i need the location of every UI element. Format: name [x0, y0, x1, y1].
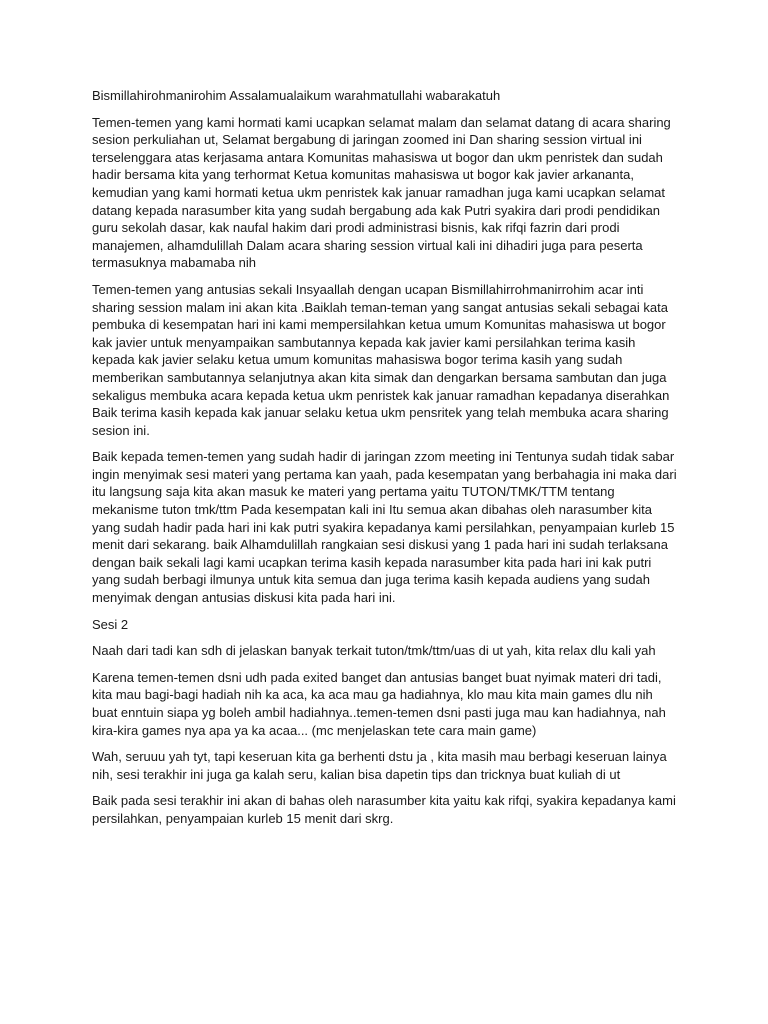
session-one-paragraph: Baik kepada temen-temen yang sudah hadir di jaringan zzom meeting ini Tentunya sudah tidak sabar ingin menyimak sesi materi yang pertama kan yaah, pada kesempatan yang berbahagia ini maka dari itu langsung saja kita akan masuk ke materi yang pertama yaitu TUTON/TMK/TTM tentang mekanisme tuton tmk/ttm Pada kesempatan kali ini Itu semua akan dibahas oleh narasumber kita yang sudah hadir pada hari ini kak putri syakira kepadanya kami persilahkan, penyampaian kurleb 15 menit dari sekarang. baik Alhamdulillah rangkaian sesi diskusi yang 1 pada hari ini sudah terlaksana dengan baik sekali lagi kami ucapkan terima kasih kepada narasumber kita pada hari ini kak putri yang sudah berbagi ilmunya untuk kita semua dan juga terima kasih kepada audiens yang sudah menyimak dengan antusias diskusi kita pada hari ini. [92, 449, 677, 606]
greeting-paragraph: Bismillahirohmanirohim Assalamualaikum warahmatullahi wabarakatuh [92, 88, 501, 103]
session-heading: Sesi 2 [92, 616, 129, 632]
opening-paragraph: Temen-temen yang kami hormati kami ucapkan selamat malam dan selamat datang di acara sharing sesion perkuliahan ut, Selamat bergabung di jaringan zoomed ini Dan sharing session virtual ini terselenggara atas kerjasama antara Komunitas mahasiswa ut bogor dan ukm penristek dan sudah hadir bersama kita yang terhormat Ketua komunitas mahasiswa ut bogor kak javier arkananta, kemudian yang kami hormati ketua ukm penristek kak januar ramadhan juga kami ucapkan selamat datang kepada narasumber kita yang sudah bergabung ada kak Putri syakira dari prodi pendidikan guru sekolah dasar, kak naufal hakim dari prodi administrasi bisnis, kak rifqi fazrin dari prodi manajemen, alhamdulillah Dalam acara sharing session virtual kali ini dihadiri juga para peserta termasuknya mabamaba nih [92, 114, 671, 271]
session-two-intro-paragraph: Naah dari tadi kan sdh di jelaskan banyak terkait tuton/tmk/ttm/uas di ut yah, kita relax dlu kali yah [92, 643, 656, 659]
welcome-speech-paragraph: Temen-temen yang antusias sekali Insyaallah dengan ucapan Bismillahirrohmanirrohim acar inti sharing session malam ini akan kita .Baiklah teman-teman yang sangat antusias sekali sebagai kata pembuka di kesempatan hari ini kami mempersilahkan ketua umum Komunitas mahasiswa ut bogor kak javier untuk menyampaikan sambutannya kepada kak javier kami persilahkan terima kasih kepada kak javier selaku ketua umum komunitas mahasiswa bogor terima kasih yang sudah memberikan sambutannya selanjutnya akan kita simak dan dengarkan bersama sambutan dan juga sekaligus membuka acara kepada ketua ukm penristek kak januar ramadhan kepadanya diserahkan Baik terima kasih kepada kak januar selaku ketua ukm pensritek yang telah membuka acara sharing sesion ini. [92, 281, 670, 438]
transition-paragraph: Wah, seruuu yah tyt, tapi keseruan kita ga berhenti dstu ja , kita masih mau berbagi keseruan lainya nih, sesi terakhir ini juga ga kalah seru, kalian bisa dapetin tips dan tricknya buat kuliah di ut [92, 749, 667, 782]
games-paragraph: Karena temen-temen dsni udh pada exited banget dan antusias banget buat nyimak materi dri tadi, kita mau bagi-bagi hadiah nih ka aca, ka aca mau ga hadiahnya, klo mau kita main games dlu nih buat enntuin siapa yg boleh ambil hadiahnya..temen-temen dsni pasti juga mau kan hadiahnya, nah kira-kira games nya apa ya ka acaa... (mc menjelaskan tete cara main game) [92, 669, 666, 738]
closing-paragraph: Baik pada sesi terakhir ini akan di bahas oleh narasumber kita yaitu kak rifqi, syakira kepadanya kami persilahkan, penyampaian kurleb 15 menit dari skrg. [92, 793, 676, 826]
